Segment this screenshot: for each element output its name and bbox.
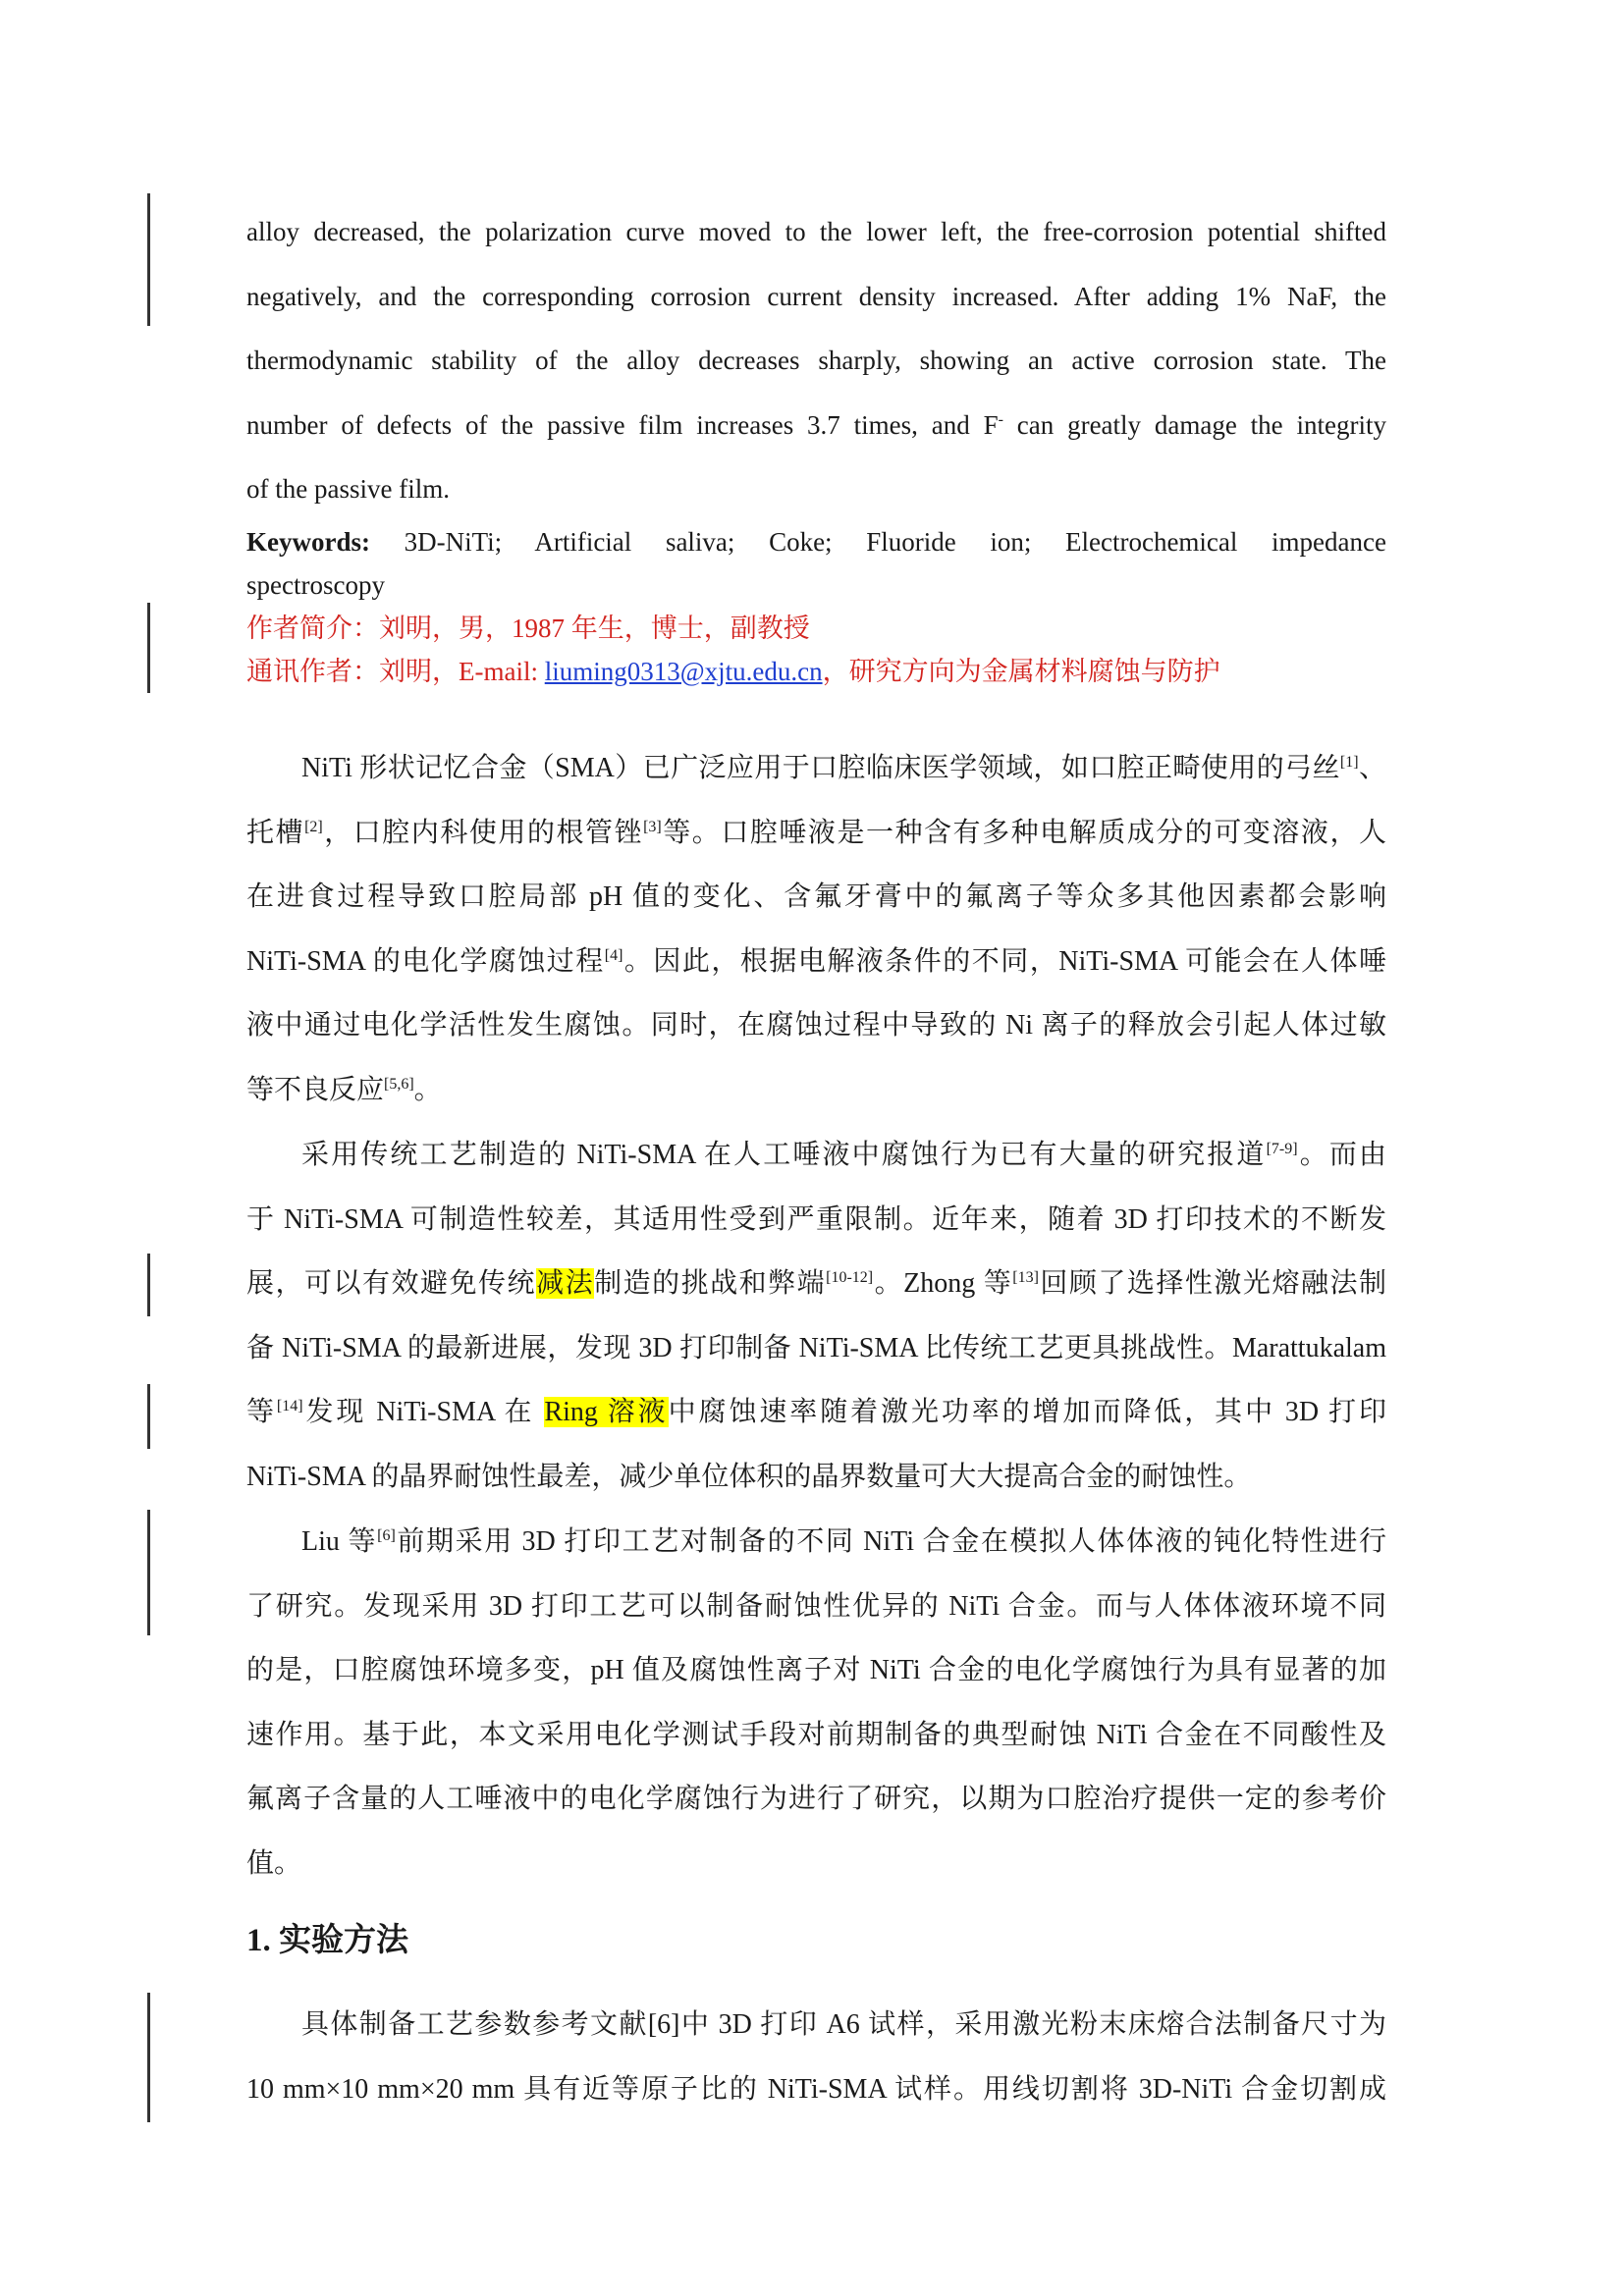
- abstract-line: alloy decreased, the polarization curve moved to the lower left, the free-corrosion potential shifted: [246, 217, 1386, 246]
- abstract-line: negatively, and the corresponding corrosion current density increased. After adding 1% NaF, the: [246, 281, 1386, 311]
- text-line: 氟离子含量的人工唾液中的电化学腐蚀行为进行了研究，以期为口腔治疗提供一定的参考价: [246, 1784, 1386, 1815]
- text-line: 托槽[2]，口腔内科使用的根管锉[3]等。口腔唾液是一种含有多种电解质成分的可变溶液，人: [246, 817, 1386, 848]
- author-contact: 通讯作者：刘明，E-mail: liuming0313@xjtu.edu.cn，研究方向为金属材料腐蚀与防护: [246, 657, 1220, 686]
- text-line: 值。: [246, 1847, 302, 1879]
- highlight: Ring 溶液: [544, 1397, 669, 1428]
- text-line: NiTi-SMA 的晶界耐蚀性最差，减少单位体积的晶界数量可大大提高合金的耐蚀性。: [246, 1461, 1252, 1492]
- revision-bar: [147, 1993, 150, 2122]
- text-line: 采用传统工艺制造的 NiTi-SMA 在人工唾液中腐蚀行为已有大量的研究报道[7-9]。而由: [301, 1140, 1386, 1170]
- text-line: 在进食过程导致口腔局部 pH 值的变化、含氟牙膏中的氟离子等众多其他因素都会影响: [246, 881, 1386, 913]
- text-line: 液中通过电化学活性发生腐蚀。同时，在腐蚀过程中导致的 Ni 离子的释放会引起人体过敏: [246, 1010, 1386, 1041]
- revision-bar: [147, 193, 150, 326]
- intro-paragraph-2: [246, 1123, 1386, 1510]
- revision-bar: [147, 1384, 150, 1449]
- text-line: 的是，口腔腐蚀环境多变，pH 值及腐蚀性离子对 NiTi 合金的电化学腐蚀行为具有显著的加: [246, 1655, 1386, 1686]
- abstract-line: thermodynamic stability of the alloy decreases sharply, showing an active corrosion state. The: [246, 346, 1386, 375]
- text-line: 于 NiTi-SMA 可制造性较差，其适用性受到严重限制。近年来，随着 3D 打印技术的不断发: [246, 1203, 1386, 1235]
- text-line: NiTi-SMA 的电化学腐蚀过程[4]。因此，根据电解液条件的不同，NiTi-SMA 可能会在人体唾: [246, 945, 1386, 977]
- text-line: 具体制备工艺参数参考文献[6]中 3D 打印 A6 试样，采用激光粉末床熔合法制备尺寸为: [301, 2009, 1386, 2040]
- text-line: 展，可以有效避免传统减法制造的挑战和弊端[10-12]。Zhong 等[13]回顾了选择性激光熔融法制: [246, 1268, 1386, 1300]
- keywords-label: Keywords:: [246, 527, 370, 557]
- keywords: [246, 520, 1386, 607]
- highlight: 减法: [536, 1268, 595, 1300]
- section-heading: 1. 实验方法: [246, 1923, 408, 1958]
- text-line: Liu 等[6]前期采用 3D 打印工艺对制备的不同 NiTi 合金在模拟人体体液的钝化特性进行: [301, 1526, 1386, 1557]
- text-line: 等不良反应[5,6]。: [246, 1074, 442, 1105]
- text-line: 了研究。发现采用 3D 打印工艺可以制备耐蚀性优异的 NiTi 合金。而与人体体液环境不同: [246, 1590, 1386, 1622]
- intro-paragraph-1: [246, 736, 1386, 1123]
- keywords-line: Keywords: 3D-NiTi; Artificial saliva; Coke; Fluoride ion; Electrochemical impedance: [246, 527, 1386, 557]
- keywords-line: spectroscopy: [246, 570, 385, 600]
- abstract-line: number of defects of the passive film increases 3.7 times, and F- can greatly damage the integrity: [246, 409, 1386, 440]
- revision-bar: [147, 1510, 150, 1635]
- email-link[interactable]: liuming0313@xjtu.edu.cn: [544, 657, 823, 686]
- section1-paragraph: [246, 1993, 1386, 2121]
- intro-paragraph-3: [246, 1510, 1386, 1896]
- text-line: 10 mm×10 mm×20 mm 具有近等原子比的 NiTi-SMA 试样。用线切割将 3D-NiTi 合金切割成: [246, 2073, 1386, 2105]
- author-bio: 作者简介：刘明，男，1987 年生，博士，副教授: [246, 614, 810, 643]
- abstract-en: [246, 200, 1386, 522]
- revision-bar: [147, 1254, 150, 1316]
- text-line: 速作用。基于此，本文采用电化学测试手段对前期制备的典型耐蚀 NiTi 合金在不同酸性及: [246, 1719, 1386, 1750]
- revision-bar: [147, 603, 150, 693]
- text-line: 等[14]发现 NiTi-SMA 在 Ring 溶液中腐蚀速率随着激光功率的增加而降低，其中 3D 打印: [246, 1397, 1386, 1428]
- abstract-line: of the passive film.: [246, 474, 450, 504]
- text-line: 备 NiTi-SMA 的最新进展，发现 3D 打印制备 NiTi-SMA 比传统工艺更具挑战性。Marattukalam: [246, 1332, 1386, 1363]
- text-line: NiTi 形状记忆合金（SMA）已广泛应用于口腔临床医学领域，如口腔正畸使用的弓丝[1]、: [301, 753, 1386, 783]
